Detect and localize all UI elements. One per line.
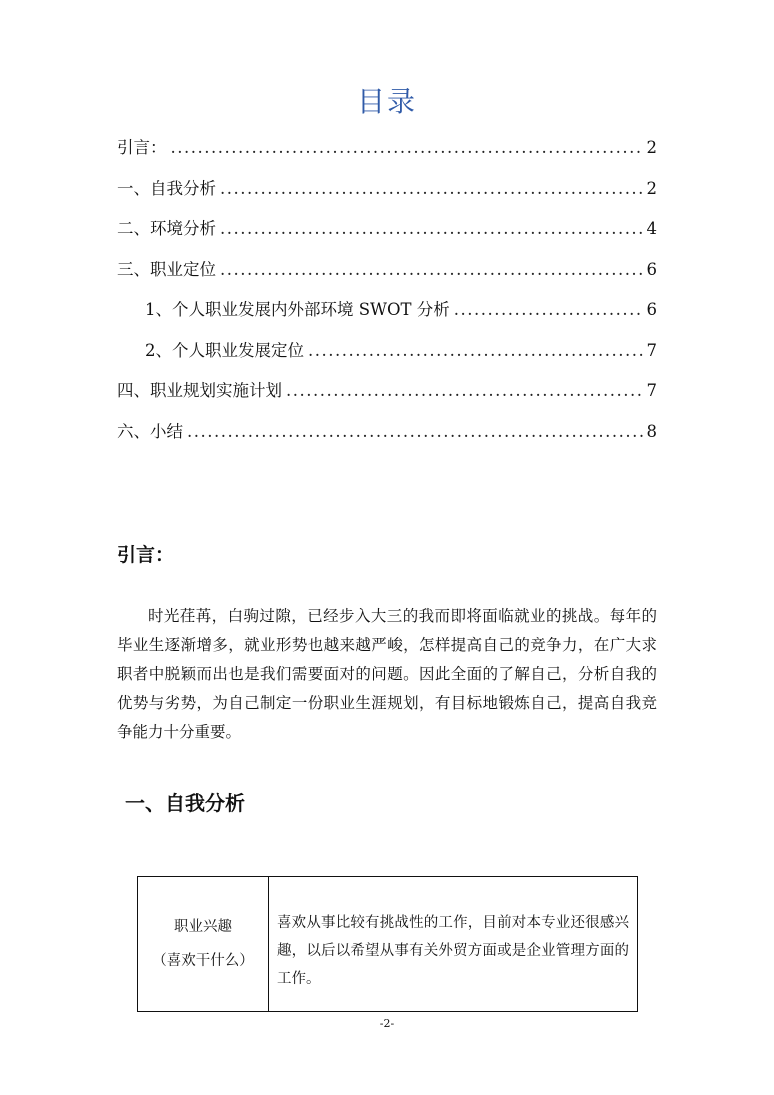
toc-entry-career-positioning[interactable] (117, 250, 657, 291)
toc-entry-page: 8 (646, 421, 657, 441)
toc-entry-label: 六、小结 (117, 421, 183, 441)
table-cell-category (138, 877, 269, 1012)
toc-entry-page: 6 (646, 259, 657, 279)
toc-entry-label: 三、职业定位 (117, 259, 216, 279)
toc-entry-label: 二、环境分析 (117, 219, 216, 238)
toc-entry-summary[interactable] (117, 412, 657, 453)
toc-entry-page: 4 (646, 219, 657, 238)
toc-dot-leader (454, 290, 643, 331)
toc-dot-leader (286, 371, 643, 412)
self-analysis-heading: 一、自我分析 (125, 791, 245, 815)
toc-entry-development-positioning[interactable] (117, 331, 657, 372)
toc-entry-label: 四、职业规划实施计划 (117, 381, 282, 400)
category-label: 职业兴趣 (174, 919, 232, 935)
toc-entry-page: 7 (646, 381, 657, 400)
category-sublabel: （喜欢干什么） (152, 953, 254, 969)
toc-entry-environment-analysis[interactable] (117, 209, 657, 250)
toc-entry-implementation-plan[interactable] (117, 371, 657, 412)
toc-entry-intro[interactable] (117, 128, 657, 169)
page-number: -2- (379, 1017, 395, 1030)
toc-title: 目录 (356, 85, 417, 118)
intro-heading: 引言： (117, 544, 175, 566)
toc-dot-leader (308, 331, 643, 372)
table-row (138, 877, 638, 1012)
toc-entry-label: 2、个人职业发展定位 (145, 340, 304, 360)
toc-dot-leader (187, 412, 643, 453)
toc-dot-leader (171, 128, 643, 169)
table-of-contents (117, 128, 657, 452)
intro-paragraph: 时光荏苒，白驹过隙，已经步入大三的我而即将面临就业的挑战。每年的毕业生逐渐增多，就业形势也越来越严峻，怎样提高自己的竞争力，在广大求职者中脱颖而出也是我们需要面对的问题。因此全面的了解自己，分析自我的优势与劣势，为自己制定一份职业生涯规划，有目标地锻炼自己，提高自我竞争能力十分重要。 (117, 607, 657, 741)
toc-entry-swot[interactable] (117, 290, 657, 331)
toc-entry-page: 2 (646, 178, 657, 198)
toc-dot-leader (220, 209, 643, 250)
toc-dot-leader (220, 169, 643, 210)
toc-dot-leader (220, 250, 643, 291)
toc-entry-self-analysis[interactable] (117, 169, 657, 210)
toc-entry-label: 引言： (117, 138, 167, 157)
toc-entry-page: 7 (646, 340, 657, 360)
toc-entry-label: 1、个人职业发展内外部环境 SWOT 分析 (145, 300, 450, 319)
toc-entry-page: 6 (646, 300, 657, 319)
table-cell-description: 喜欢从事比较有挑战性的工作，目前对本专业还很感兴趣，以后以希望从事有关外贸方面或是企业管理方面的工作。 (269, 877, 638, 1012)
toc-entry-page: 2 (646, 138, 657, 157)
self-analysis-table (137, 876, 638, 1012)
toc-entry-label: 一、自我分析 (117, 178, 216, 198)
